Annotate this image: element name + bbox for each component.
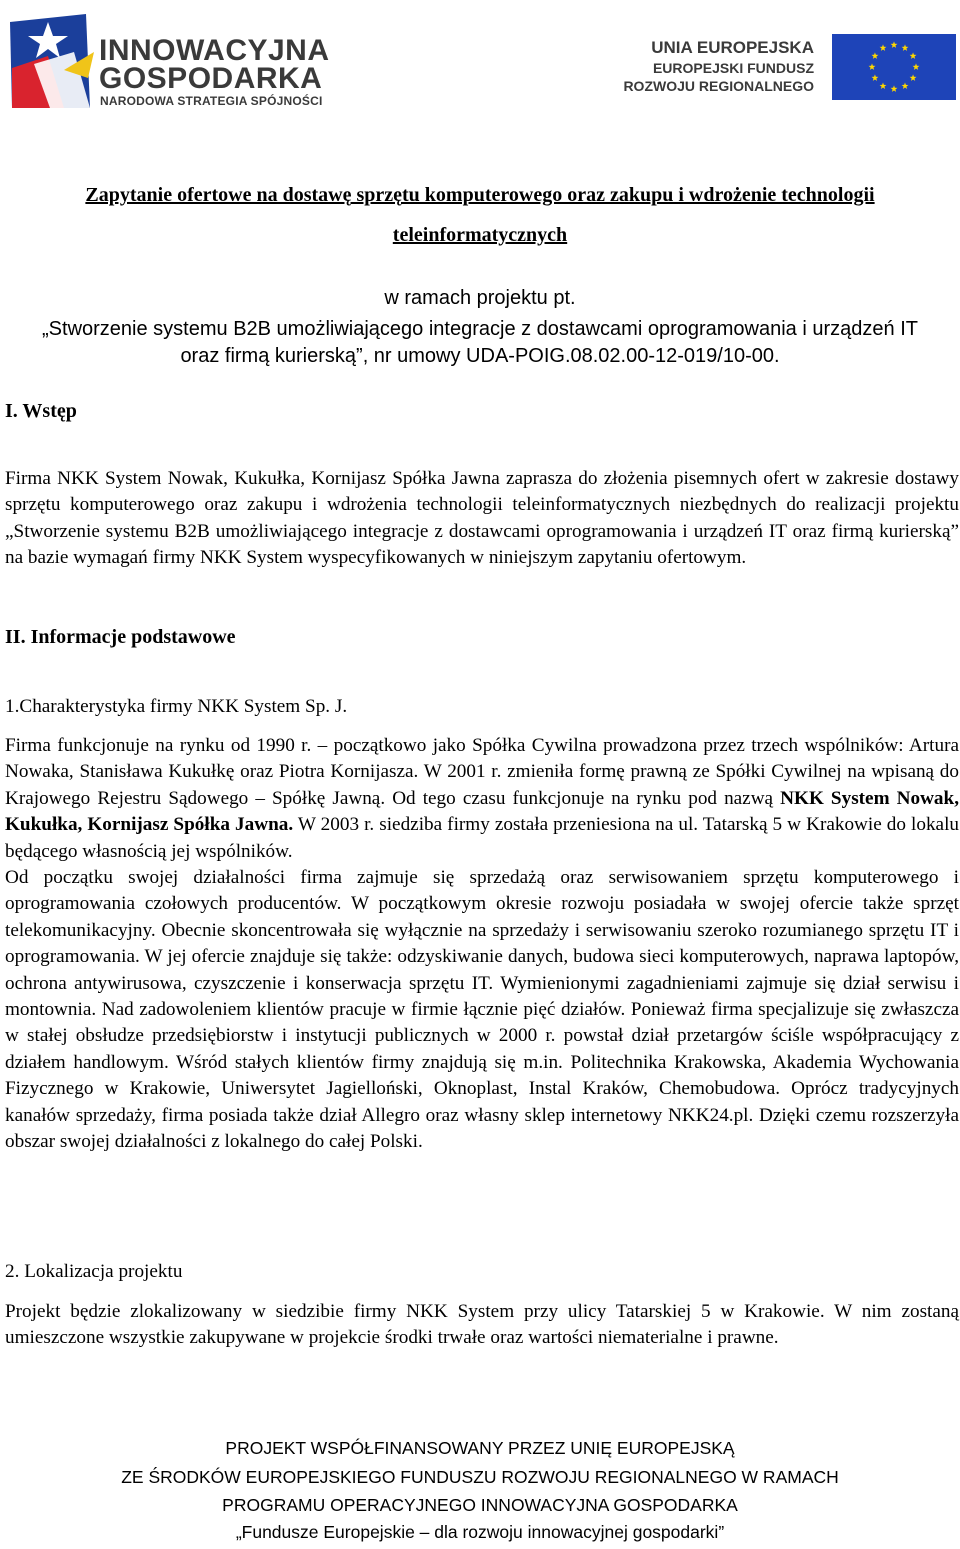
eu-logo-line-2: EUROPEJSKI FUNDUSZ: [652, 60, 814, 76]
subsection-heading-lokalizacja: 2. Lokalizacja projektu: [5, 1261, 183, 1282]
logo-line-2: GOSPODARKA: [99, 62, 323, 95]
footer-line-1: PROJEKT WSPÓŁFINANSOWANY PRZEZ UNIĘ EUROPEJSKĄ: [225, 1438, 735, 1458]
eu-logo-line-1: UNIA EUROPEJSKA: [651, 38, 814, 57]
section-heading-informacje: II. Informacje podstawowe: [5, 626, 236, 648]
project-intro-line-1: w ramach projektu pt.: [384, 287, 576, 309]
charakterystyka-text-part-c: Od początku swojej działalności firma zajmuje się sprzedażą oraz serwisowaniem sprzętu komputerowego i oprogramowania czołowych producentów. W początkowym okresie rozwoju posiadała w swojej ofercie także sprzęt telekomunikacyjny. Obecnie skoncentrowała się wyłącznie na sprzedaży i serwisowaniu szeroko rozumianego sprzętu IT i oprogramowania. W jej ofercie znajduje się także: odzyskiwanie danych, budowa sieci komputerowych, naprawa laptopów, ochrona antywirusowa, czyszczenie i konserwacja sprzętu IT. Wymienionymi zagadnieniami zajmuje się dział serwisu i montownia. Nad zadowoleniem klientów pracuje w firmie łącznie pięć działów. Ponieważ firma specjalizuje się zwłaszcza w stałej obsłudze przedsiębiorstw i instytucji publicznych w 2000 r. powstał dział przetargów ściśle współpracujący z działem handlowym. Wśród stałych klientów firmy znajdują się m.in. Politechnika Krakowska, Akademia Wychowania Fizycznego w Krakowie, Uniwersytet Jagielloński, Oknoplast, Instal Kraków, Chemobudowa. Oprócz tradycyjnych kanałów sprzedaży, firma posiada także dział Allegro oraz własny sklep internetowy NKK24.pl. Dzięki czemu rozszerzyła obszar swojej działalności z lokalnego do całej Polski.: [5, 867, 959, 1153]
footer-line-4: „Fundusze Europejskie – dla rozwoju innowacyjnej gospodarki”: [235, 1522, 725, 1542]
eu-logo-line-3: ROZWOJU REGIONALNEGO: [623, 78, 814, 94]
section-wstep-text: Firma NKK System Nowak, Kukułka, Kornijasz Spółka Jawna zaprasza do złożenia pisemnych ofert w zakresie dostawy sprzętu komputerowego oraz zakupu i wdrożenia technologii teleinformatycznych niezbędnych do realizacji projektu „Stworzenie systemu B2B umożliwiającego integracje z dostawcami oprogramowania i urządzeń IT oraz firmą kurierską” na bazie wymagań firmy NKK System wyspecyfikowanych w niniejszym zapytaniu ofertowym.: [5, 468, 959, 569]
project-intro-line-2: „Stworzenie systemu B2B umożliwiającego integracje z dostawcami oprogramowania i urządzeń IT: [42, 318, 918, 340]
logo-line-3: NARODOWA STRATEGIA SPÓJNOŚCI: [100, 94, 323, 108]
subsection-heading-charakterystyka: 1.Charakterystyka firmy NKK System Sp. J.: [5, 696, 348, 717]
subsection-charakterystyka-text: [5, 733, 959, 1156]
polish-flag-star-icon: [4, 12, 96, 110]
company-name-bold: NKK System Nowak, Kukułka, Kornijasz Spółka Jawna.: [5, 787, 959, 836]
eu-flag-icon: [832, 34, 956, 100]
charakterystyka-text-part-b: W 2003 r. siedziba firmy została przeniesiona na ul. Tatarską 5 w Krakowie do lokalu będącego własnością jej wspólników.: [5, 814, 959, 862]
project-intro-line-3: oraz firmą kurierską”, nr umowy UDA-POIG.08.02.00-12-019/10-00.: [180, 345, 780, 367]
document-title-line-2: teleinformatycznych: [392, 224, 568, 246]
footer-line-3: PROGRAMU OPERACYJNEGO INNOWACYJNA GOSPODARKA: [222, 1495, 738, 1515]
logo-line-1: INNOWACYJNA: [99, 34, 330, 67]
page-header: [0, 0, 960, 120]
section-heading-wstep: I. Wstęp: [5, 400, 77, 422]
subsection-lokalizacja-text: Projekt będzie zlokalizowany w siedzibie firmy NKK System przy ulicy Tatarskiej 5 w Krakowie. W nim zostaną umieszczone wszystkie zakupywane w projekcie środki trwałe oraz wartości niematerialne i prawne.: [5, 1301, 959, 1349]
footer-line-2: ZE ŚRODKÓW EUROPEJSKIEGO FUNDUSZU ROZWOJU REGIONALNEGO W RAMACH: [121, 1467, 839, 1487]
document-title-line-1: Zapytanie ofertowe na dostawę sprzętu komputerowego oraz zakupu i wdrożenie technologii: [85, 184, 875, 206]
eu-logo: [612, 32, 956, 102]
charakterystyka-text-part-a: Firma funkcjonuje na rynku od 1990 r. – początkowo jako Spółka Cywilna prowadzona przez trzech wspólników: Artura Nowaka, Stanisława Kukułkę oraz Piotra Kornijasza. W 2001 r. zmieniła formę prawną ze Spółki Cywilnej na wpisaną do Krajowego Rejestru Sądowego – Spółkę Jawną. Od tego czasu funkcjonuje na rynku pod nazwą: [5, 735, 959, 809]
innowacyjna-gospodarka-logo: [4, 12, 344, 112]
